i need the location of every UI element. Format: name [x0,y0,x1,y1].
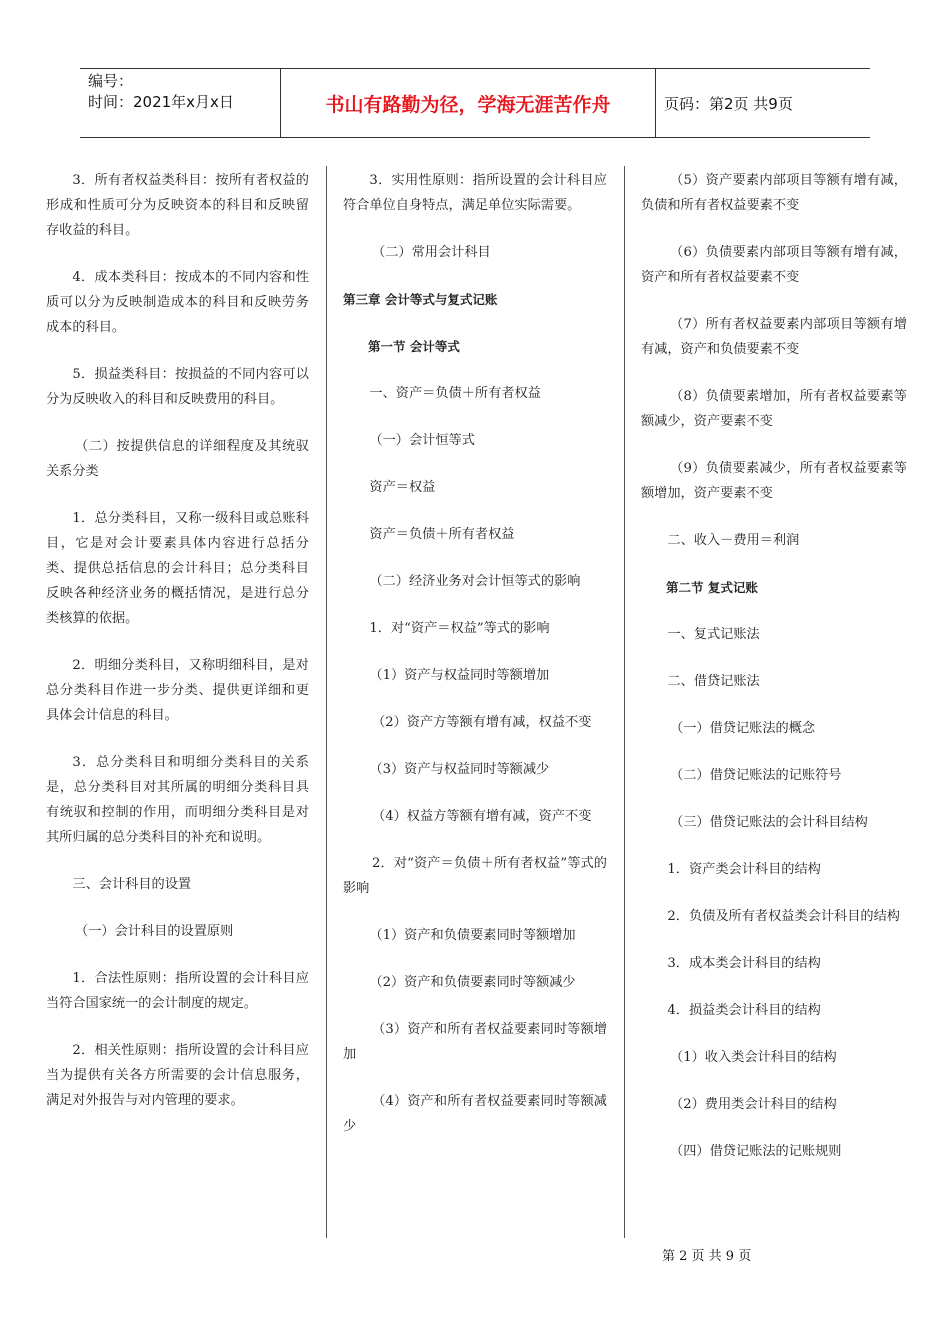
header-number: 编号： [88,72,134,90]
paragraph: 2．相关性原则：指所设置的会计科目应当为提供有关各方所需要的会计信息服务，满足对外报告与对内管理的要求。 [46,1043,309,1108]
header-time: 时间：2021年x月x日 [88,93,234,111]
list-item: 2．负债及所有者权益类会计科目的结构 [667,909,900,924]
column-3 [641,168,907,1186]
column-2 [343,168,607,1161]
list-item: （6）负债要素内部项目等额有增有减，资产和所有者权益要素不变 [641,245,907,285]
header-page-number: 页码：第2页 共9页 [664,94,793,113]
list-item: （8）负债要素增加，所有者权益要素等额减少，资产要素不变 [641,389,907,429]
subsection-heading: （一）借贷记账法的概念 [670,721,816,736]
equation: 资产＝权益 [369,480,436,495]
subsection-heading: （一）会计科目的设置原则 [75,924,234,939]
header-divider [655,69,656,137]
paragraph: （二）按提供信息的详细程度及其统驭关系分类 [46,439,309,479]
section-heading: 二、收入－费用＝利润 [667,533,800,548]
paragraph: 3．实用性原则：指所设置的会计科目应符合单位自身特点，满足单位实际需要。 [343,173,607,213]
section-heading: 二、借贷记账法 [667,674,760,689]
page-header [80,68,870,138]
list-item: （3）资产与权益同时等额减少 [369,762,550,777]
section-title: 第一节 会计等式 [368,339,460,354]
paragraph: 2．明细分类科目，又称明细科目，是对总分类科目作进一步分类、提供更详细和更具体会计信息的科目。 [46,658,309,723]
paragraph: 4．成本类科目：按成本的不同内容和性质可以分为反映制造成本的科目和反映劳务成本的科目。 [46,270,309,335]
subsection-heading: （二）借贷记账法的记账符号 [670,768,842,783]
subsection-heading: （二）常用会计科目 [372,245,491,260]
section-title: 第二节 复式记账 [666,580,758,595]
list-item: （1）资产与权益同时等额增加 [369,668,550,683]
list-item: （1）收入类会计科目的结构 [670,1050,837,1065]
section-heading: 三、会计科目的设置 [72,877,192,892]
list-item: （2）费用类会计科目的结构 [670,1097,837,1112]
column-1 [46,168,309,1135]
subsection-heading: （三）借贷记账法的会计科目结构 [670,815,868,830]
column-divider [326,166,327,1238]
equation: 资产＝负债＋所有者权益 [369,527,515,542]
paragraph: 3．总分类科目和明细分类科目的关系是，总分类科目对其所属的明细分类科目具有统驭和控制的作用，而明细分类科目是对其所归属的总分类科目的补充和说明。 [46,755,309,845]
column-divider [624,166,625,1238]
chapter-title: 第三章 会计等式与复式记账 [343,292,498,307]
list-item: 1．对“资产＝权益”等式的影响 [369,621,550,636]
list-item: （4）权益方等额有增有减，资产不变 [372,809,592,824]
subsection-heading: （一）会计恒等式 [369,433,475,448]
list-item: （4）资产和所有者权益要素同时等额减少 [343,1094,607,1134]
list-item: （9）负债要素减少，所有者权益要素等额增加，资产要素不变 [641,461,907,501]
list-item: 4．损益类会计科目的结构 [667,1003,821,1018]
list-item: 1．资产类会计科目的结构 [667,862,821,877]
list-item: （5）资产要素内部项目等额有增有减，负债和所有者权益要素不变 [641,173,907,213]
list-item: （7）所有者权益要素内部项目等额有增有减，资产和负债要素不变 [641,317,907,357]
list-item: 2．对“资产＝负债＋所有者权益”等式的影响 [343,856,607,896]
paragraph: 1．合法性原则：指所设置的会计科目应当符合国家统一的会计制度的规定。 [46,971,309,1011]
paragraph: 1．总分类科目，又称一级科目或总账科目，它是对会计要素具体内容进行总括分类、提供总括信息的会计科目；总分类科目反映各种经济业务的概括情况，是进行总分类核算的依据。 [46,511,309,626]
list-item: 3．成本类会计科目的结构 [667,956,821,971]
header-meta [88,71,278,113]
header-motto: 书山有路勤为径，学海无涯苦作舟 [325,93,611,116]
section-heading: 一、复式记账法 [667,627,760,642]
subsection-heading: （四）借贷记账法的记账规则 [670,1144,842,1159]
paragraph: 3．所有者权益类科目：按所有者权益的形成和性质可分为反映资本的科目和反映留存收益的科目。 [46,173,309,238]
page-footer: 第 2 页 共 9 页 [662,1249,752,1264]
section-heading: 一、资产＝负债＋所有者权益 [369,386,541,401]
list-item: （1）资产和负债要素同时等额增加 [369,928,576,943]
paragraph: 5．损益类科目：按损益的不同内容可以分为反映收入的科目和反映费用的科目。 [46,367,309,407]
list-item: （2）资产和负债要素同时等额减少 [369,975,576,990]
list-item: （3）资产和所有者权益要素同时等额增加 [343,1022,607,1062]
subsection-heading: （二）经济业务对会计恒等式的影响 [369,574,581,589]
list-item: （2）资产方等额有增有减，权益不变 [372,715,592,730]
